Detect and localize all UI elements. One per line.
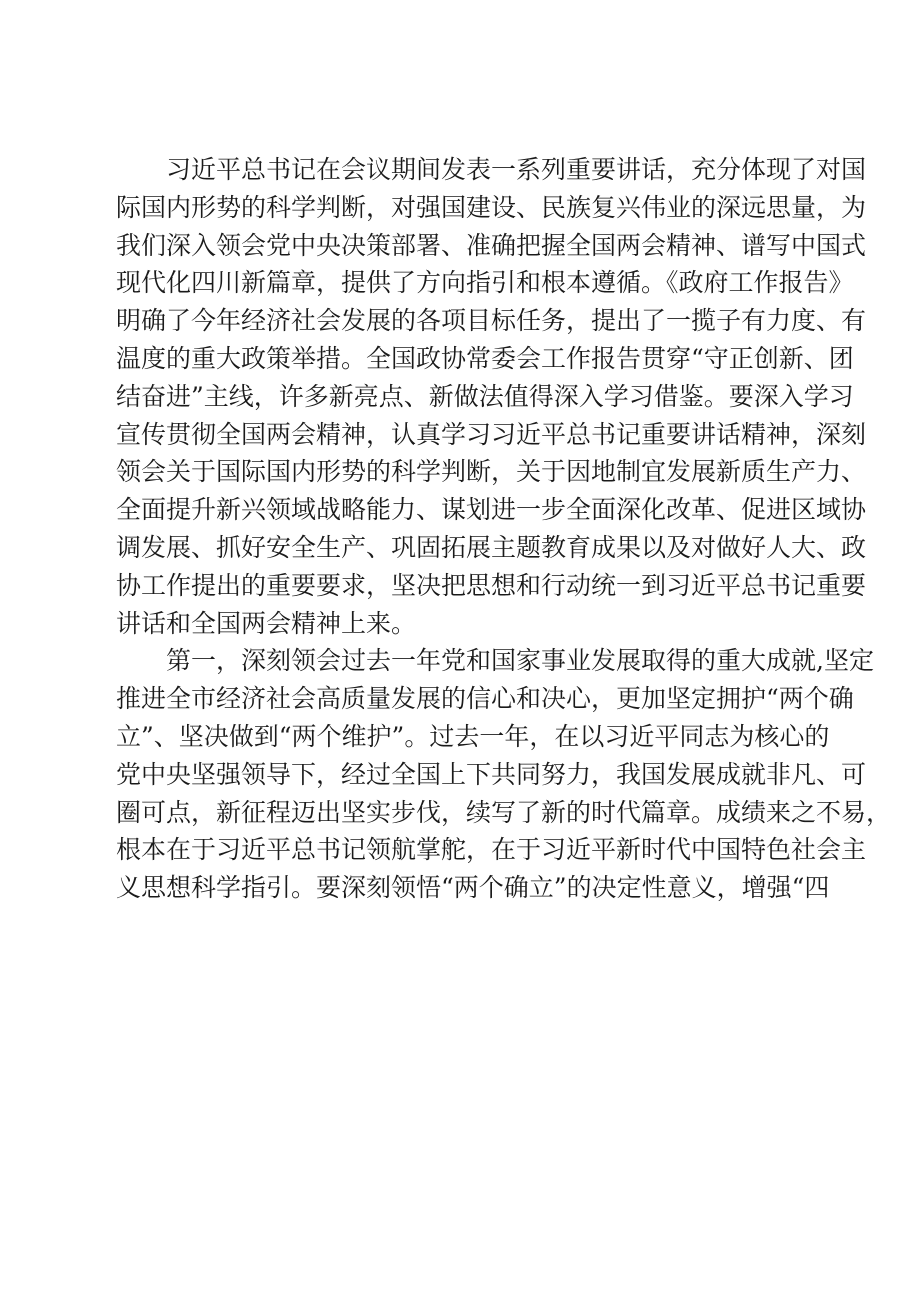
paragraph-1-line-1: 习近平总书记在会议期间发表一系列重要讲话，充分体现了对国 — [166, 155, 867, 184]
paragraph-1-line-6: 温度的重大政策举措。全国政协常委会工作报告贯穿“守正创新、团 — [116, 343, 854, 373]
paragraph-1-line-12: 协工作提出的重要要求，坚决把思想和行动统一到习近平总书记重要 — [116, 570, 867, 600]
paragraph-2-line-1: 第一，深刻领会过去一年党和国家事业发展取得的重大成就,坚定 — [166, 646, 874, 676]
paragraph-2-line-6: 根本在于习近平总书记领航掌舵，在于习近平新时代中国特色社会主 — [116, 835, 867, 865]
paragraph-1-line-11: 调发展、抓好安全生产、巩固拓展主题教育成果以及对做好人大、政 — [116, 532, 867, 562]
paragraph-2-line-4: 党中央坚强领导下，经过全国上下共同努力，我国发展成就非凡、可 — [116, 759, 867, 789]
paragraph-2-line-7: 义思想科学指引。要深刻领悟“两个确立”的决定性意义，增强“四 — [116, 873, 830, 903]
paragraph-2-line-5: 圈可点，新征程迈出坚实步伐，续写了新的时代篇章。成绩来之不易， — [116, 797, 892, 827]
paragraph-1-line-5: 明确了今年经济社会发展的各项目标任务，提出了一揽子有力度、有 — [116, 306, 867, 336]
paragraph-1-line-8: 宣传贯彻全国两会精神，认真学习习近平总书记重要讲话精神，深刻 — [116, 419, 867, 449]
paragraph-1-line-2: 际国内形势的科学判断，对强国建设、民族复兴伟业的深远思量，为 — [116, 192, 867, 222]
paragraph-1-line-3: 我们深入领会党中央决策部署、准确把握全国两会精神、谱写中国式 — [116, 230, 867, 260]
paragraph-1-line-10: 全面提升新兴领域战略能力、谋划进一步全面深化改革、促进区域协 — [116, 495, 867, 525]
paragraph-2-line-2: 推进全市经济社会高质量发展的信心和决心，更加坚定拥护“两个确 — [116, 684, 854, 714]
document-body — [116, 151, 892, 907]
paragraph-1-line-4: 现代化四川新篇章，提供了方向指引和根本遵循。《政府工作报告》 — [116, 268, 854, 298]
paragraph-1-line-7: 结奋进”主线，许多新亮点、新做法值得深入学习借鉴。要深入学习 — [116, 381, 854, 411]
paragraph-1-line-9: 领会关于国际国内形势的科学判断，关于因地制宜发展新质生产力、 — [116, 457, 867, 487]
paragraph-1-line-13: 讲话和全国两会精神上来。 — [116, 608, 417, 638]
paragraph-2-line-3: 立”、坚决做到“两个维护”。过去一年，在以习近平同志为核心的 — [116, 721, 830, 751]
